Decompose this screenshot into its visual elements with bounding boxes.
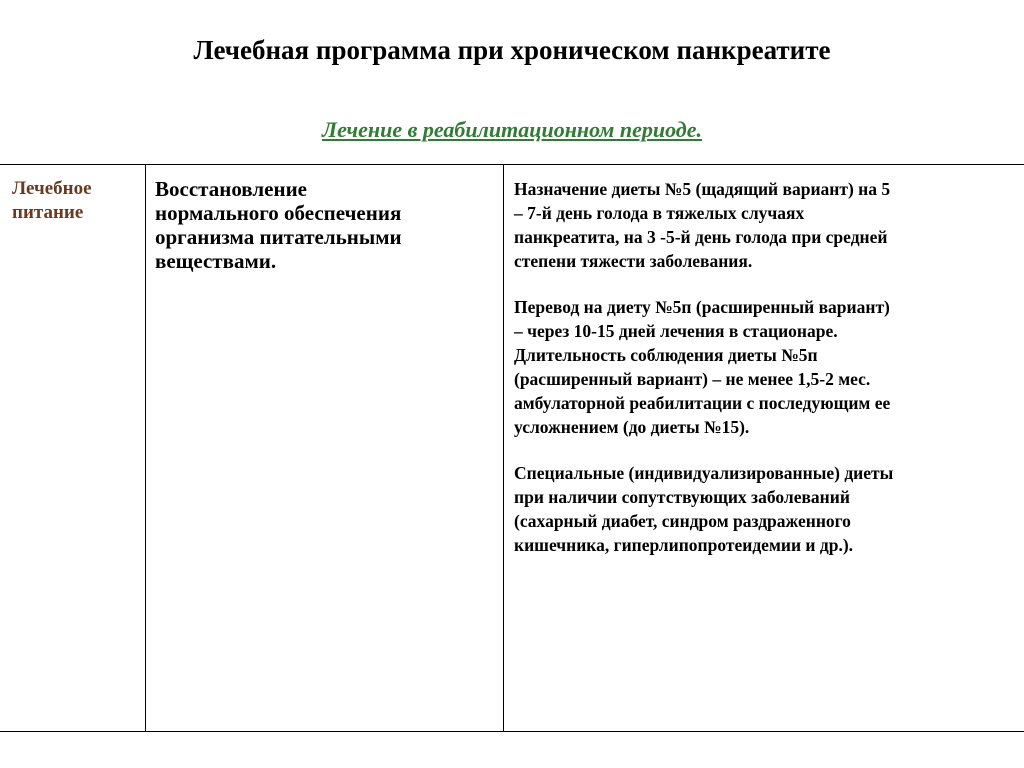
goal-cell bbox=[145, 165, 503, 731]
details-paragraph-3: Специальные (индивидуализированные) диеты при наличии сопутствующих заболеваний (сахарный диабет, синдром раздраженного кишечника, гиперлипопротеидемии и др.). bbox=[514, 463, 894, 555]
details-paragraph-2: Перевод на диету №5п (расширенный вариант) – через 10-15 дней лечения в стационаре. Длительность соблюдения диеты №5п (расширенный вариант) – не менее 1,5-2 мес. амбулаторной реабилитации с последующим ее усложнением (до диеты №15). bbox=[514, 297, 891, 437]
category-cell bbox=[0, 165, 145, 731]
details-cell bbox=[503, 165, 1024, 731]
details-text bbox=[514, 177, 1019, 579]
treatment-table bbox=[0, 164, 1024, 732]
category-label: Лечебное питание bbox=[12, 178, 92, 223]
goal-text: Восстановление нормального обеспечения организма питательными веществами. bbox=[155, 177, 402, 273]
details-paragraph-1: Назначение диеты №5 (щадящий вариант) на 5 – 7-й день голода в тяжелых случаях панкреатита, на 3 -5-й день голода при средней степени тяжести заболевания. bbox=[514, 179, 891, 271]
page-title: Лечебная программа при хроническом панкреатите bbox=[193, 35, 831, 65]
page-subtitle: Лечение в реабилитационном периоде. bbox=[321, 117, 702, 142]
